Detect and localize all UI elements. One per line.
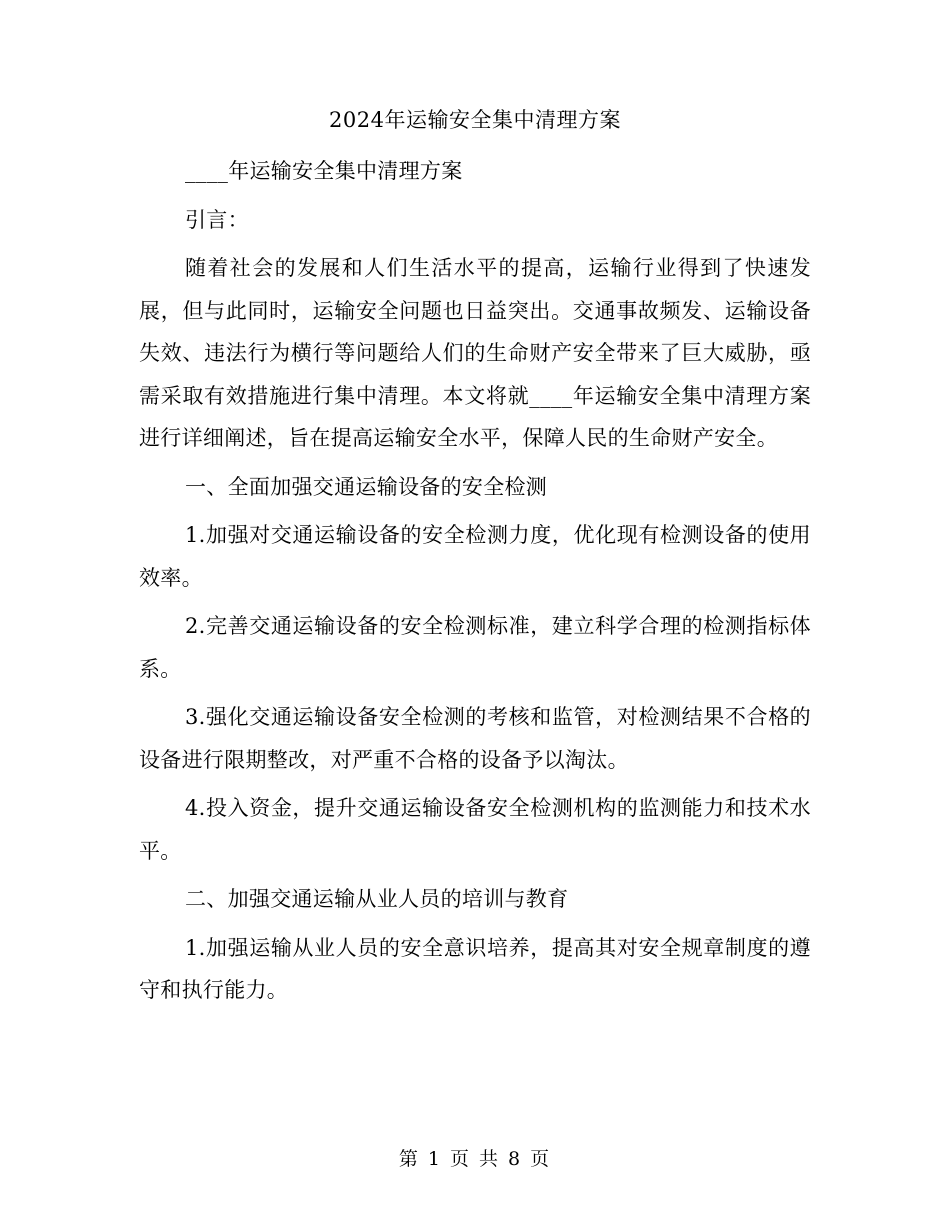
list-item: 3.强化交通运输设备安全检测的考核和监管，对检测结果不合格的设备进行限期整改，对严重不合格的设备予以淘汰。	[139, 705, 811, 772]
list-item: 1.加强对交通运输设备的安全检测力度，优化现有检测设备的使用效率。	[139, 523, 811, 590]
list-item: 1.加强运输从业人员的安全意识培养，提高其对安全规章制度的遵守和执行能力。	[139, 935, 811, 1002]
list-item: 4.投入资金，提升交通运输设备安全检测机构的监测能力和技术水平。	[139, 796, 811, 863]
paragraph-intro-label: 引言：	[185, 207, 249, 232]
list-item: 2.完善交通运输设备的安全检测标准，建立科学合理的检测指标体系。	[139, 614, 811, 681]
document-title: 2024年运输安全集中清理方案	[329, 108, 621, 132]
section-heading-1: 一、全面加强交通运输设备的安全检测	[185, 474, 548, 499]
page-footer: 第 1 页 共 8 页	[398, 1148, 552, 1170]
paragraph-intro: 随着社会的发展和人们生活水平的提高，运输行业得到了快速发展，但与此同时，运输安全问题也日益突出。交通事故频发、运输设备失效、违法行为横行等问题给人们的生命财产安全带来了巨大威胁，亟需采取有效措施进行集中清理。本文将就____年运输安全集中清理方案进行详细阐述，旨在提高运输安全水平，保障人民的生命财产安全。	[139, 256, 811, 450]
document-body	[139, 150, 811, 1018]
section-heading-2: 二、加强交通运输从业人员的培训与教育	[185, 887, 569, 911]
paragraph-subtitle: ____年运输安全集中清理方案	[185, 159, 463, 183]
